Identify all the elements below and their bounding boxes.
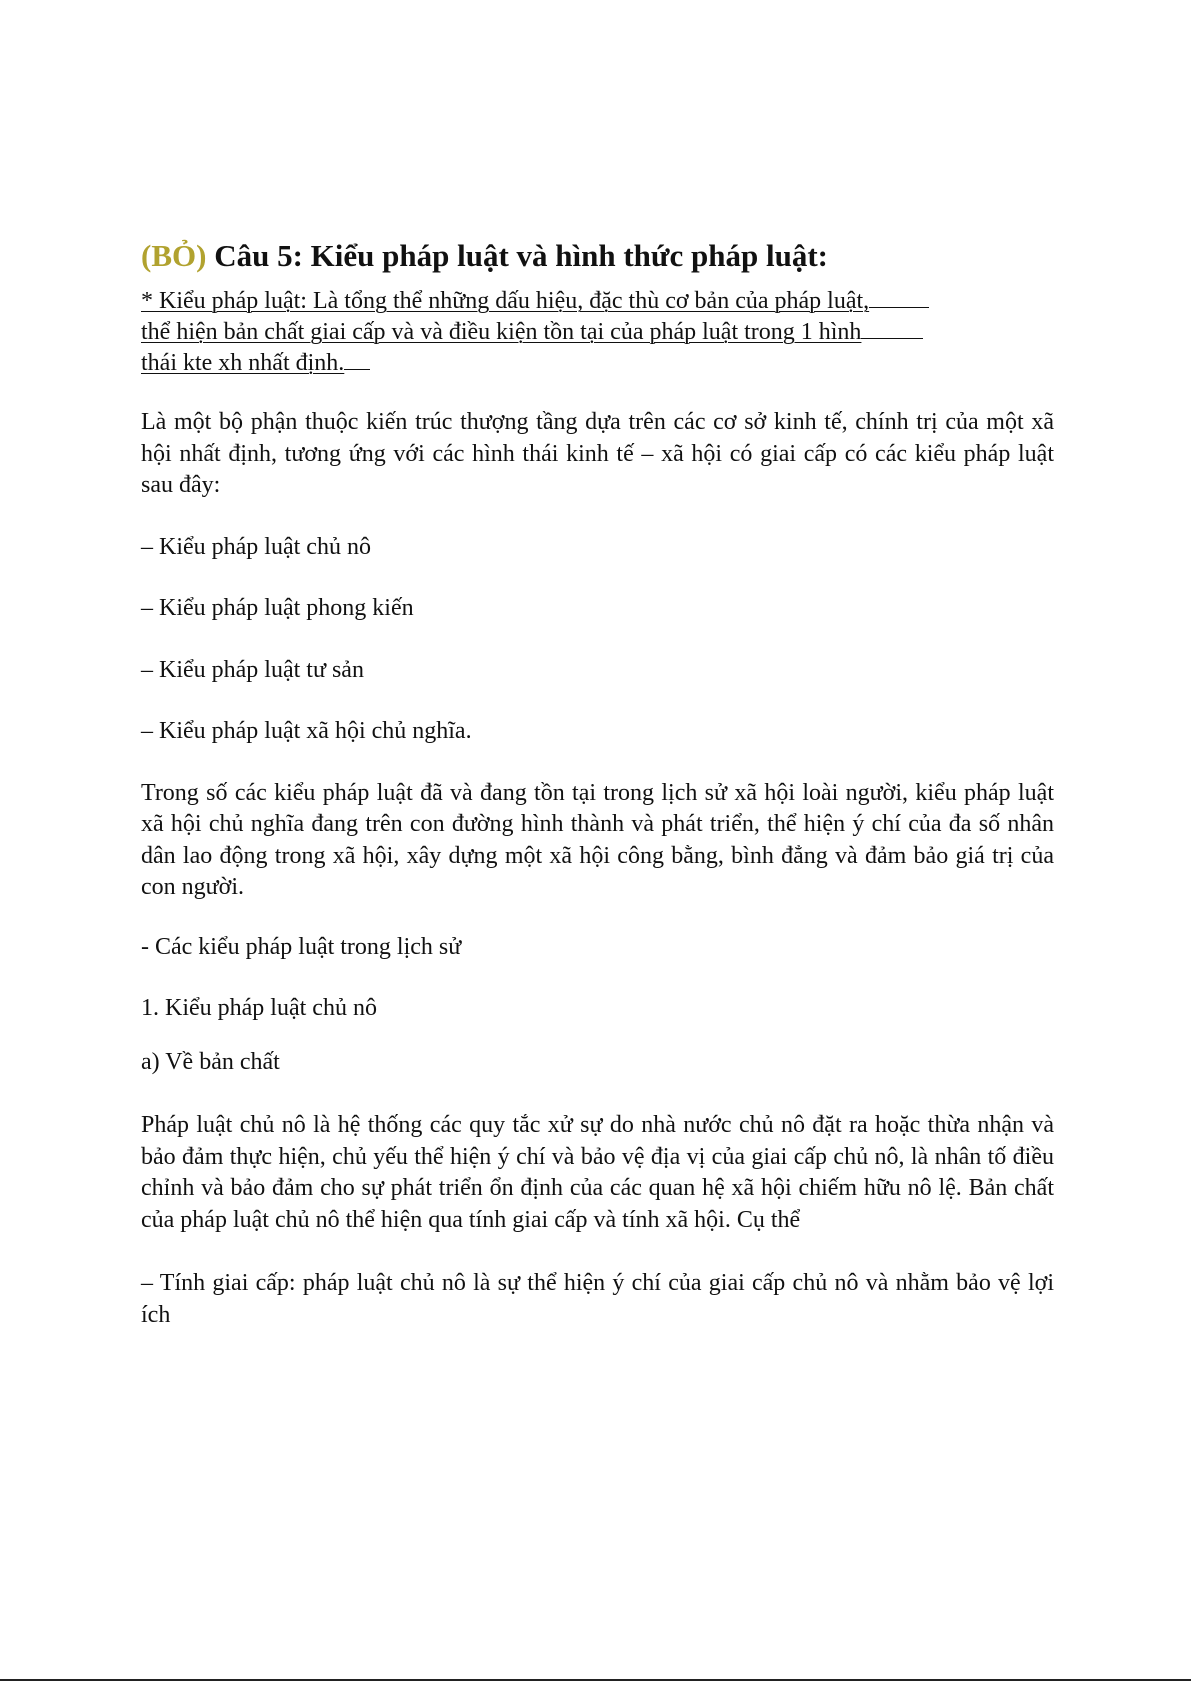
nature-paragraph: Pháp luật chủ nô là hệ thống các quy tắc xử sự do nhà nước chủ nô đặt ra hoặc thừa nhận và bảo đảm thực hiện, chủ yếu thể hiện ý chí và bảo vệ địa vị của giai cấp chủ nô, là nhân tố điều chỉnh và bảo đảm cho sự phát triển ổn định của các quan hệ xã hội chiếm hữu nô lệ. Bản chất của pháp luật chủ nô thể hiện qua tính giai cấp và tính xã hội. Cụ thể: [141, 1112, 1054, 1233]
socialist-law-paragraph: Trong số các kiểu pháp luật đã và đang tồn tại trong lịch sử xã hội loài người, kiểu pháp luật xã hội chủ nghĩa đang trên con đường hình thành và phát triển, thể hiện ý chí của đa số nhân dân lao động trong xã hội, xây dựng một xã hội công bằng, bình đẳng và đảm bảo giá trị của con người.: [141, 779, 1054, 900]
document-content: [141, 236, 1054, 1331]
underline-fill: [861, 318, 923, 339]
underline-fill: [344, 349, 370, 370]
law-type-item: – Kiểu pháp luật phong kiến: [141, 595, 414, 621]
definition-line: thể hiện bản chất giai cấp và và điều kiện tồn tại của pháp luật trong 1 hình: [141, 317, 1054, 348]
definition-line: thái kte xh nhất định.: [141, 348, 1054, 379]
definition-line: * Kiểu pháp luật: Là tổng thể những dấu hiệu, đặc thù cơ bản của pháp luật,: [141, 286, 1054, 317]
class-nature-paragraph: – Tính giai cấp: pháp luật chủ nô là sự thể hiện ý chí của giai cấp chủ nô và nhằm bảo vệ lợi ích: [141, 1270, 1054, 1328]
question-title: Câu 5: Kiểu pháp luật và hình thức pháp luật:: [206, 238, 828, 273]
underline-fill: [869, 287, 929, 308]
intro-paragraph: Là một bộ phận thuộc kiến trúc thượng tầng dựa trên các cơ sở kinh tế, chính trị của một xã hội nhất định, tương ứng với các hình thái kinh tế – xã hội có giai cấp có các kiểu pháp luật sau đây:: [141, 409, 1054, 498]
law-type-item: – Kiểu pháp luật tư sản: [141, 656, 364, 683]
section-heading: 1. Kiểu pháp luật chủ nô: [141, 995, 377, 1021]
subsection-heading: a) Về bản chất: [141, 1048, 280, 1075]
definition-block: [141, 286, 1054, 379]
page-bottom-divider: [0, 1679, 1191, 1681]
skip-tag: (BỎ): [141, 238, 207, 273]
question-heading: [141, 236, 1054, 276]
law-type-item: – Kiểu pháp luật xã hội chủ nghĩa.: [141, 718, 472, 744]
law-type-item: – Kiểu pháp luật chủ nô: [141, 533, 371, 560]
history-heading: - Các kiểu pháp luật trong lịch sử: [141, 933, 462, 960]
